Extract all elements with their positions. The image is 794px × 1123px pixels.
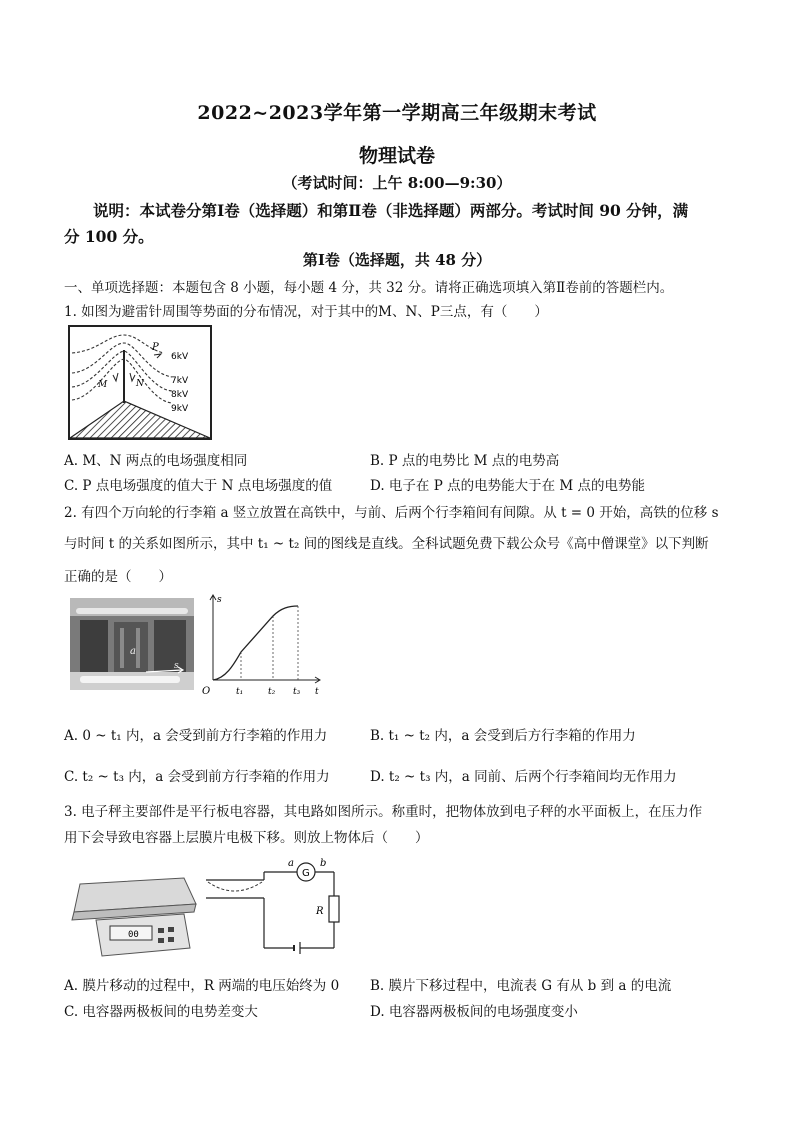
galvanometer-label: G: [302, 868, 310, 879]
part-one-title: 第Ⅰ卷（选择题，共 48 分）: [302, 251, 492, 269]
q1-option-c: C. P 点电场强度的值大于 N 点电场强度的值: [64, 478, 333, 494]
node-label-a: a: [288, 858, 294, 869]
q1-equipotential-figure: [68, 325, 212, 440]
q2-option-d: D. t₂ ~ t₃ 内，a 同前、后两个行李箱间均无作用力: [370, 769, 677, 785]
q2-stem-line-3: 正确的是（ ）: [64, 569, 172, 585]
q3-option-a: A. 膜片移动的过程中，R 两端的电压始终为 0: [64, 978, 340, 994]
q2-option-c: C. t₂ ~ t₃ 内，a 会受到前方行李箱的作用力: [64, 769, 330, 785]
q3-electronic-scale-photo: [66, 864, 204, 960]
q3-circuit-diagram: [204, 852, 344, 956]
label-7kv: 7kV: [171, 376, 189, 386]
label-9kv: 9kV: [171, 404, 189, 414]
paper-subtitle: 物理试卷: [358, 145, 435, 167]
graph-label-s: s: [217, 595, 222, 605]
q2-option-b: B. t₁ ~ t₂ 内，a 会受到后方行李箱的作用力: [370, 728, 636, 744]
q3-option-d: D. 电容器两极板间的电场强度变小: [370, 1004, 578, 1020]
q3-stem-line-1: 3. 电子秤主要部件是平行板电容器，其电路如图所示。称重时，把物体放到电子秤的水平面板上，在压力作: [64, 804, 703, 820]
q3-option-b: B. 膜片下移过程中，电流表 G 有从 b 到 a 的电流: [370, 978, 672, 994]
q1-option-d: D. 电子在 P 点的电势能大于在 M 点的电势能: [370, 478, 645, 494]
q1-option-b: B. P 点的电势比 M 点的电势高: [370, 453, 560, 469]
exam-title: 2022~2023学年第一学期高三年级期末考试: [197, 102, 597, 124]
label-m: M: [98, 380, 108, 390]
q3-option-c: C. 电容器两极板间的电势差变大: [64, 1004, 258, 1020]
q2-luggage-photo: [70, 598, 194, 690]
instructions-line-1: 说明：本试卷分第Ⅰ卷（选择题）和第Ⅱ卷（非选择题）两部分。考试时间 90 分钟，满: [93, 201, 689, 220]
scale-display: 00: [128, 930, 139, 940]
q1-stem: 1. 如图为避雷针周围等势面的分布情况，对于其中的M、N、P三点，有（ ）: [64, 304, 548, 320]
q2-stem-line-2: 与时间 t 的关系如图所示，其中 t₁ ~ t₂ 间的图线是直线。全科试题免费下载公众号《高中僧课堂》以下判断: [64, 536, 709, 552]
graph-label-t2: t₂: [268, 687, 276, 697]
q1-option-a: A. M、N 两点的电场强度相同: [64, 453, 248, 469]
q2-option-a: A. 0 ~ t₁ 内，a 会受到前方行李箱的作用力: [64, 728, 328, 744]
q2-displacement-time-graph: [197, 592, 327, 700]
label-n: N: [136, 379, 144, 389]
graph-label-origin: O: [202, 686, 211, 697]
exam-time: （考试时间：上午 8:00—9:30）: [282, 174, 512, 192]
label-8kv: 8kV: [171, 390, 189, 400]
photo-label-a: a: [130, 646, 136, 657]
section-intro: 一、单项选择题：本题包含 8 小题，每小题 4 分，共 32 分。请将正确选项填入第Ⅱ卷前的答题栏内。: [64, 280, 674, 296]
label-p: P: [152, 342, 159, 353]
graph-label-t3: t₃: [293, 687, 301, 697]
resistor-label: R: [316, 906, 324, 917]
label-6kv: 6kV: [171, 352, 189, 362]
instructions-line-2: 分 100 分。: [64, 227, 154, 246]
photo-label-s: s: [174, 661, 179, 671]
node-label-b: b: [320, 858, 327, 869]
q3-stem-line-2: 用下会导致电容器上层膜片电极下移。则放上物体后（ ）: [64, 830, 429, 846]
q2-stem-line-1: 2. 有四个万向轮的行李箱 a 竖立放置在高铁中，与前、后两个行李箱间有间隙。从 t = 0 开始，高铁的位移 s: [64, 505, 719, 521]
graph-label-t: t: [315, 687, 319, 697]
graph-label-t1: t₁: [236, 687, 244, 697]
